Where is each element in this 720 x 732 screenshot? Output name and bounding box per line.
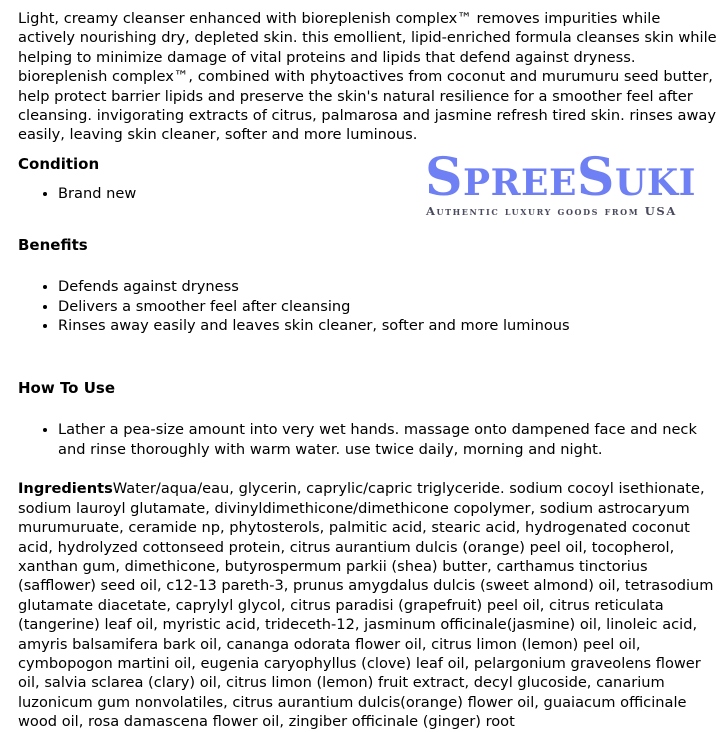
logo-tagline: Authentic luxury goods from USA <box>426 204 677 218</box>
condition-heading: Condition <box>18 154 100 173</box>
list-item: • Rinses away easily and leaves skin cleaner, softer and more luminous <box>58 316 718 335</box>
how-to-use-list <box>18 420 718 459</box>
list-item: • Delivers a smoother feel after cleansing <box>58 297 718 316</box>
list-item: • Brand new <box>58 184 718 203</box>
list-item: • Lather a pea-size amount into very wet hands. massage onto dampened face and neck and rinse thoroughly with warm water. use twice daily, morning and night. <box>58 420 718 459</box>
list-item: • Defends against dryness <box>58 277 718 296</box>
product-description: Light, creamy cleanser enhanced with bioreplenish complex™ removes impurities while actively nourishing dry, depleted skin. this emollient, lipid-enriched formula cleanses skin while helping to minimize damage of vital proteins and lipids that defend against dryness. bioreplenish complex™, combined with phytoactives from coconut and murumuru seed butter, help protect barrier lipids and preserve the skin's natural resilience for a smoother feel after cleansing. invigorating extracts of citrus, palmarosa and jasmine refresh tired skin. rinses away easily, leaving skin cleaner, softer and more luminous. <box>18 10 717 144</box>
spreesuki-logo <box>425 147 717 220</box>
how-to-use-heading: How To Use <box>18 379 115 398</box>
logo-wordmark: SpreeSuki <box>425 147 696 208</box>
benefits-heading: Benefits <box>18 236 88 255</box>
ingredients-paragraph <box>18 479 718 731</box>
ingredients-label: Ingredients <box>18 480 113 498</box>
ingredients-text: Water/aqua/eau, glycerin, caprylic/capric triglyceride. sodium cocoyl isethionate, sodium lauroyl glutamate, divinyldimethicone/dimethicone copolymer, sodium astrocaryum murumuruate, ceramide np, phytosterols, palmitic acid, stearic acid, hydrogenated coconut acid, hydrolyzed cottonseed protein, citrus aurantium dulcis (orange) peel oil, tocopherol, xanthan gum, dimethicone, butyrospermum parkii (shea) butter, carthamus tinctorius (safflower) seed oil, c12-13 pareth-3, prunus amygdalus dulcis (sweet almond) oil, tetrasodium glutamate diacetate, caprylyl glycol, citrus paradisi (grapefruit) peel oil, citrus reticulata (tangerine) leaf oil, myristic acid, trideceth-12, jasminum officinale(jasmine) oil, linoleic acid, amyris balsamifera bark oil, cananga odorata flower oil, citrus limon (lemon) peel oil, cymbopogon martini oil, eugenia caryophyllus (clove) leaf oil, pelargonium graveolens flower oil, salvia sclarea (clary) oil, citrus limon (lemon) fruit extract, decyl glucoside, canarium luzonicum gum nonvolatiles, citrus aurantium dulcis(orange) flower oil, guaiacum officinale wood oil, rosa damascena flower oil, zingiber officinale (ginger) root <box>18 480 714 731</box>
benefits-list <box>18 277 718 335</box>
product-description-page <box>18 9 718 732</box>
